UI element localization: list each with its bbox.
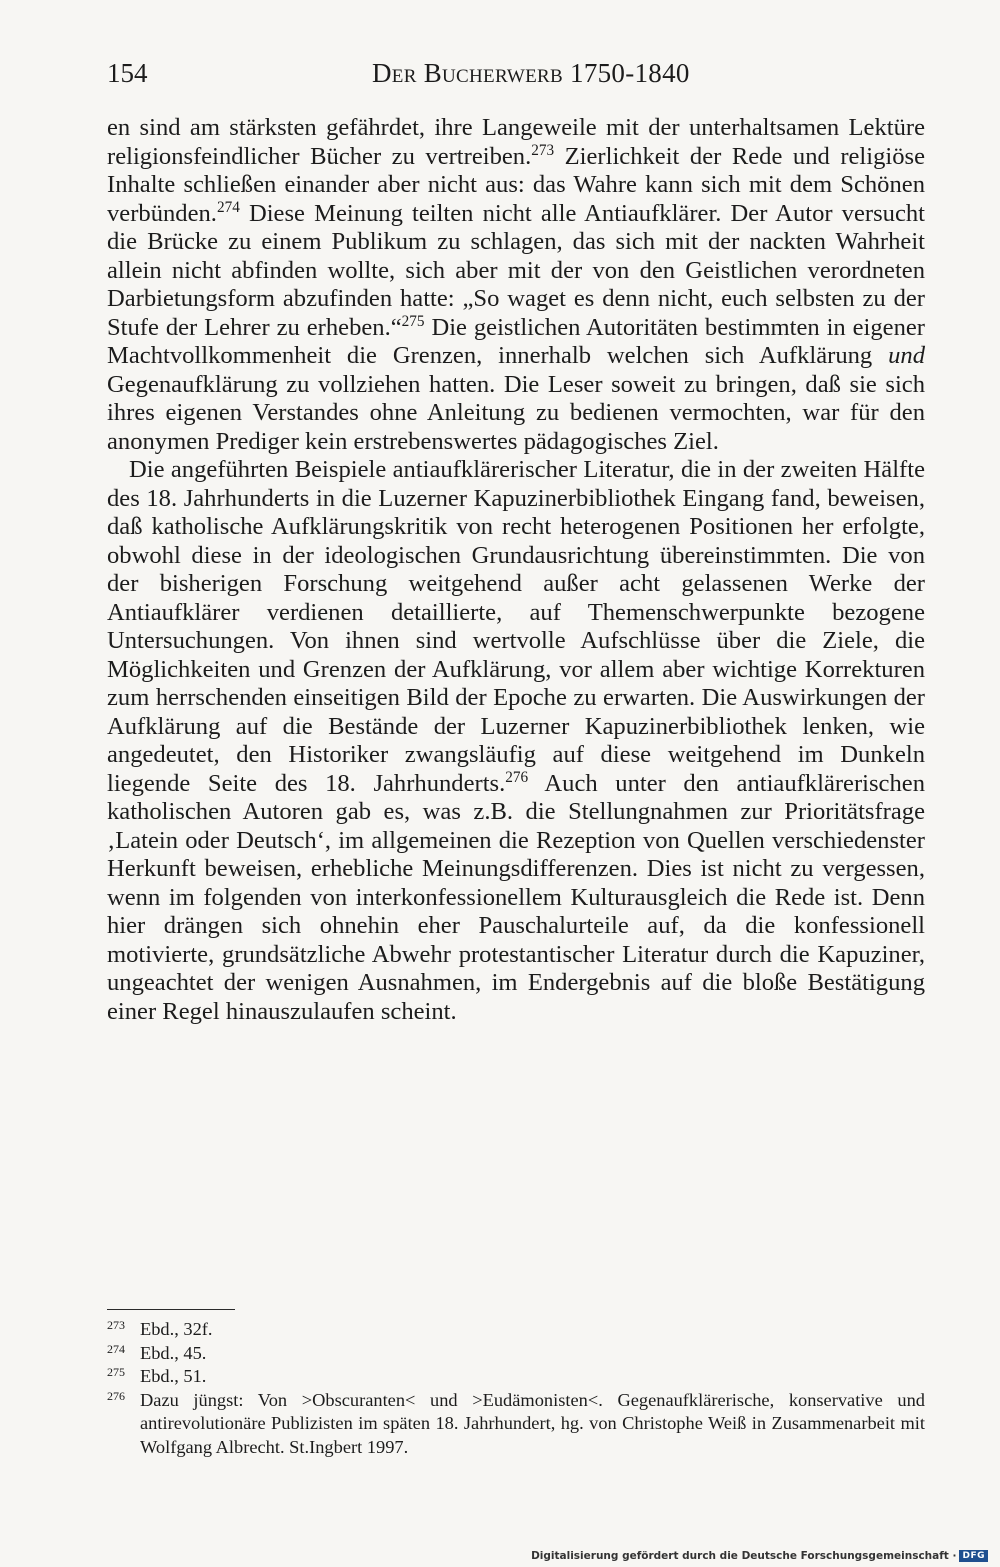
footnote-ref-276: 276 [505, 768, 529, 786]
emphasis-und: und [888, 342, 925, 369]
footnote-number: 273 [107, 1318, 125, 1332]
footnote-text: Ebd., 51. [140, 1366, 207, 1386]
running-head: Der Bucherwerb 1750-1840 [372, 58, 690, 88]
footnote-number: 274 [107, 1341, 125, 1356]
footnote-text: Ebd., 32f. [140, 1319, 213, 1339]
body-text [107, 114, 925, 1026]
footnote-number: 276 [107, 1388, 125, 1403]
paragraph-1-text-e: Gegenaufklärung zu vollziehen hatten. Die Leser soweit zu bringen, daß sie sich ihres eigenen Verstandes ohne Anleitung zu bedienen vermochten, war für den anonymen Prediger kein erstrebenswertes pädagogisches Ziel. [107, 370, 925, 455]
page-header [107, 56, 925, 96]
footnote-ref-274: 274 [216, 198, 240, 216]
footnote-separator [107, 1309, 235, 1310]
footnote [107, 1318, 925, 1342]
footnote-text: Ebd., 45. [140, 1342, 207, 1363]
footnote [107, 1365, 925, 1389]
paragraph-1-text-d: Die geistlichen Autoritäten bestimmten in eigener Machtvollkommenheit die Grenzen, innerhalb welchen sich Aufklärung [107, 313, 925, 369]
footnote-ref-273: 273 [531, 141, 555, 159]
paragraph-2 [107, 456, 925, 1026]
footnote [107, 1389, 925, 1460]
paragraph-2-text-a: Die angeführten Beispiele antiaufklärerischer Literatur, die in der zweiten Hälfte des 18. Jahrhunderts in die Luzerner Kapuzinerbibliothek Eingang fand, beweisen, daß katholische Aufklärungskritik von recht heterogenen Positionen her erfolgte, obwohl diese in der ideologischen Grundausrichtung übereinstimmten. Die von der bisherigen Forschung weitgehend außer acht gelassenen Werke der Antiaufklärer verdienen detaillierte, auf Themenschwerpunkte bezogene Untersuchungen. Von ihnen sind wertvolle Aufschlüsse über die Ziele, die Möglichkeiten und Grenzen der Aufklärung, vor allem aber wichtige Korrekturen zum herrschenden einseitigen Bild der Epoche zu erwarten. Die Auswirkungen der Aufklärung auf die Bestände der Luzerner Kapuzinerbibliothek lenken, wie angedeutet, den Historiker zwangsläufig auf diese weitgehend im Dunkeln liegende Seite des 18. Jahrhunderts. [107, 456, 925, 797]
paragraph-1-text-a: en sind am stärksten gefährdet, ihre Langeweile mit der unterhaltsamen Lektüre religionsfeindlicher Bücher zu vertreiben. [107, 114, 925, 170]
digitization-note [531, 1550, 988, 1562]
paragraph-1-text-b: Zierlichkeit der Rede und religiöse Inhalte schließen einander aber nicht aus: das Wahre kann sich mit dem Schönen verbünden. [107, 142, 926, 227]
dfg-logo: DFG [959, 1550, 988, 1562]
paragraph-2-text-b: Auch unter den antiaufklärerischen katholischen Autoren gab es, was z.B. die Stellungnahmen zur Prioritätsfrage ‚Latein oder Deutsch‘, im allgemeinen die Rezeption von Quellen verschiedenster Herkunft beweisen, erhebliche Meinungsdifferenzen. Dies ist nicht zu vergessen, wenn im folgenden von interkonfessionellem Kulturausgleich die Rede ist. Denn hier drängen sich ohnehin eher Pauschalurteile auf, da die konfessionell motivierte, grundsätzliche Abwehr protestantischer Literatur durch die Kapuziner, ungeachtet der wenigen Ausnahmen, im Endergebnis auf die bloße Bestätigung einer Regel hinauszulaufen scheint. [107, 769, 925, 1025]
footnote [107, 1342, 925, 1366]
digitization-note-text: Digitalisierung gefördert durch die Deutsche Forschungsgemeinschaft · [531, 1550, 957, 1562]
footnotes [107, 1318, 925, 1459]
page-number: 154 [107, 58, 148, 88]
footnote-ref-275: 275 [401, 312, 425, 330]
footnote-text: Dazu jüngst: Von >Obscuranten< und >Eudämonisten<. Gegenaufklärerische, konservative und antirevolutionäre Publizisten im späten 18. Jahrhundert, hg. von Christophe Weiß in Zusammenarbeit mit Wolfgang Albrecht. St.Ingbert 1997. [140, 1389, 925, 1457]
paragraph-1-text-c: Diese Meinung teilten nicht alle Antiaufklärer. Der Autor versucht die Brücke zu einem Publikum zu schlagen, das sich mit der nackten Wahrheit allein nicht abfinden wollte, sich aber mit der von den Geistlichen verordneten Darbietungsform abzufinden hatte: „So waget es denn nicht, euch selbsten zu der Stufe der Lehrer zu erheben.“ [107, 199, 925, 341]
footnote-number: 275 [107, 1365, 125, 1379]
paragraph-1 [107, 114, 925, 456]
